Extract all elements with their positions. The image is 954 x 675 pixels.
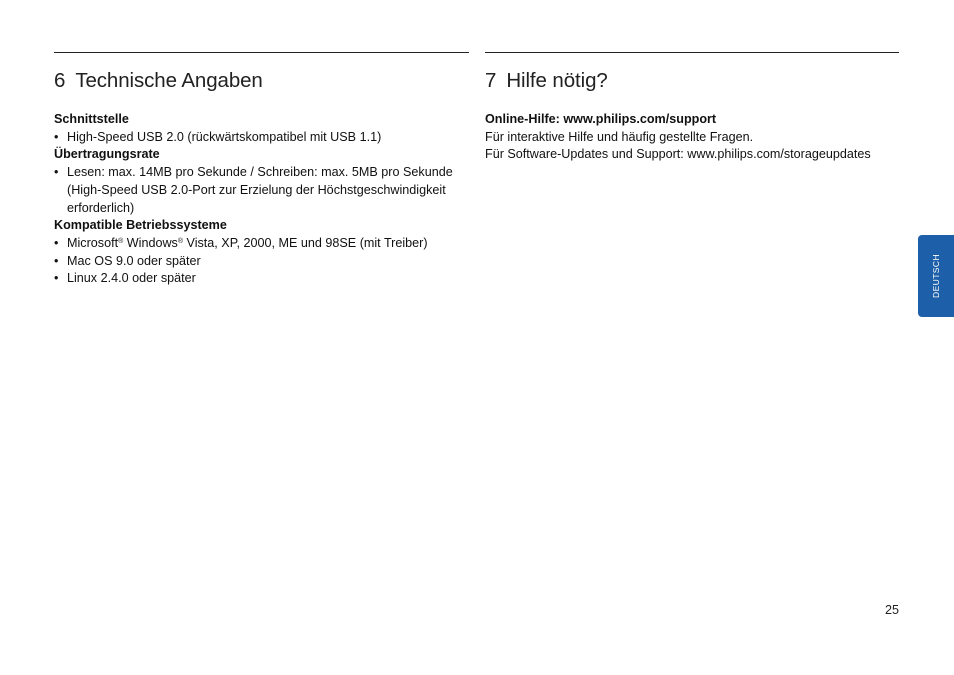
list-item-windows (54, 235, 469, 253)
os-windows-versions-text: Vista, XP, 2000, ME und 98SE (mit Treiber) (183, 235, 428, 250)
section-divider (485, 52, 899, 53)
spec-list-compatible-os (54, 235, 469, 288)
section-number: 7 (485, 69, 497, 92)
registered-mark: ® (118, 237, 124, 245)
list-item: • Mac OS 9.0 oder später (54, 253, 469, 271)
spec-list-transfer-rate (54, 164, 469, 217)
registered-mark: ® (177, 237, 184, 245)
list-item: • Lesen: max. 14MB pro Sekunde / Schreiben: max. 5MB pro Sekunde (High-Speed USB 2.0-Port zur Erzielung der Höchstgeschwindigkeit erforderlich) (54, 164, 469, 217)
section-heading (485, 68, 899, 94)
page-number: 25 (884, 603, 899, 617)
section-technical-specs (54, 52, 469, 288)
help-text-line: Für Software-Updates und Support: www.philips.com/storageupdates (485, 147, 871, 162)
section-help (485, 52, 899, 164)
language-tab (918, 235, 954, 317)
section-heading (54, 68, 469, 94)
os-microsoft-text: Microsoft (67, 235, 119, 250)
section-title: Technische Angaben (75, 69, 263, 92)
section-title: Hilfe nötig? (506, 69, 608, 92)
specs-block (54, 111, 469, 288)
list-item: • High-Speed USB 2.0 (rückwärtskompatibel mit USB 1.1) (54, 129, 469, 147)
list-item: • Linux 2.4.0 oder später (54, 270, 469, 288)
section-divider (54, 52, 469, 53)
spec-heading-transfer-rate: Übertragungsrate (54, 147, 160, 162)
online-help-heading: Online-Hilfe: www.philips.com/support (485, 112, 717, 126)
help-text-line: Für interaktive Hilfe und häufig gestellte Fragen. (485, 129, 754, 144)
section-number: 6 (54, 69, 66, 92)
os-windows-text: Windows (123, 235, 178, 250)
spec-heading-compatible-os: Kompatible Betriebssysteme (54, 218, 227, 233)
help-block (485, 111, 899, 164)
spec-heading-interface: Schnittstelle (54, 112, 129, 126)
language-tab-label: DEUTSCH (931, 254, 941, 298)
spec-list-interface (54, 129, 469, 147)
